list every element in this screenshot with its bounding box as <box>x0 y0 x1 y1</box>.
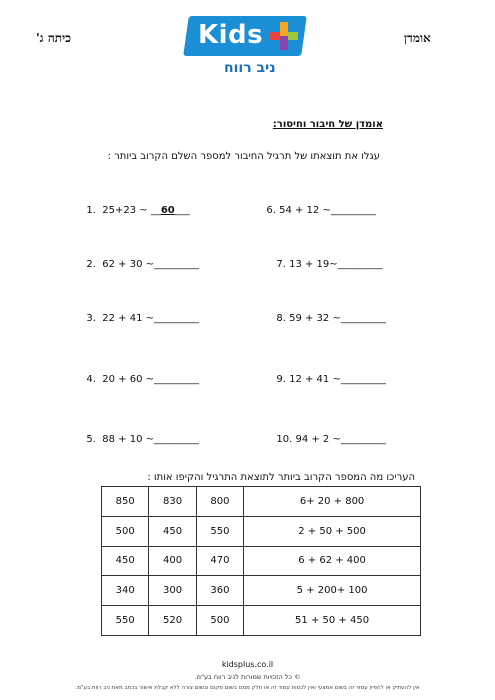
exercise-expression: 13 + 19~ <box>289 259 338 270</box>
exercise-expression: 25+23 ~ __ <box>102 205 161 216</box>
exercise-answer: 60 <box>160 205 175 216</box>
option-cell[interactable]: 450 <box>149 516 196 546</box>
exercise-6 <box>260 194 376 216</box>
exercise-expression: 22 + 41 ~ <box>102 313 155 324</box>
exercise-blank[interactable]: _________ <box>154 374 200 385</box>
exercise-number: 8. <box>276 313 286 324</box>
exercise-4 <box>80 363 199 385</box>
exercise-expression: 94 + 2 ~ <box>295 434 341 445</box>
exercise-expression: 59 + 32 ~ <box>289 313 341 324</box>
exercise-blank[interactable]: _________ <box>154 434 200 445</box>
option-cell[interactable]: 300 <box>149 576 196 606</box>
exercise-cell: 5 + 200+ 100 <box>244 576 421 606</box>
option-cell[interactable]: 850 <box>102 487 149 517</box>
exercise-number: 4. <box>86 374 96 385</box>
exercise-cell: 2 + 50 + 500 <box>244 516 421 546</box>
option-cell[interactable]: 520 <box>149 606 196 636</box>
exercise-blank[interactable]: _________ <box>330 205 376 216</box>
logo-plus-icon <box>270 22 298 50</box>
option-cell[interactable]: 450 <box>102 546 149 576</box>
estimation-table <box>101 486 421 636</box>
footer-site-link[interactable]: kidsplus.co.il <box>221 660 274 669</box>
option-cell[interactable]: 360 <box>196 576 243 606</box>
table-row <box>102 606 421 636</box>
exercise-number: 9. <box>276 374 286 385</box>
table-row <box>102 487 421 517</box>
option-cell[interactable]: 550 <box>196 516 243 546</box>
exercise-number: 2. <box>86 259 96 270</box>
exercise-5 <box>80 423 199 445</box>
exercise-number: 6. <box>266 205 276 216</box>
exercise-2 <box>80 248 199 270</box>
option-cell[interactable]: 500 <box>102 516 149 546</box>
exercise-3 <box>80 302 199 324</box>
option-cell[interactable]: 400 <box>149 546 196 576</box>
logo-brand-text: Kids <box>198 20 264 50</box>
exercise-number: 5. <box>86 434 96 445</box>
option-cell[interactable]: 500 <box>196 606 243 636</box>
exercise-number: 3. <box>86 313 96 324</box>
exercise-expression: 12 + 41 ~ <box>289 374 341 385</box>
exercise-expression: 88 + 10 ~ <box>102 434 155 445</box>
option-cell[interactable]: 340 <box>102 576 149 606</box>
footer-copyright: © כל הזכויות שמורות לניב רווח בע"מ. <box>194 673 301 681</box>
option-cell[interactable]: 800 <box>196 487 243 517</box>
exercise-8 <box>270 302 386 324</box>
exercise-number: 10. <box>276 434 293 445</box>
exercise-1 <box>80 194 190 216</box>
exercise-expression: 20 + 60 ~ <box>102 374 155 385</box>
exercise-7 <box>270 248 383 270</box>
exercise-blank: ___ <box>174 205 190 216</box>
footer-notice: אין להעתיק או להפיץ עמוד זה בשום אמצעי ואין לכסות עמוד זה או חלק ממנו בשום מקום ובשום צורה ללא קבלת אישור בכתב מאת ניב רווח בע"מ. <box>75 685 420 691</box>
exercise-blank[interactable]: _________ <box>340 313 386 324</box>
instruction-estimate: העריכו מה המספר הקרוב ביותר לתוצאת התרגיל והקיפו אותו : <box>147 472 415 483</box>
exercise-blank[interactable]: _________ <box>154 259 200 270</box>
logo-subtitle: ניב רווח <box>224 60 276 76</box>
exercise-blank[interactable]: _________ <box>340 434 386 445</box>
option-cell[interactable]: 830 <box>149 487 196 517</box>
exercise-blank[interactable]: _________ <box>340 374 386 385</box>
table-row <box>102 546 421 576</box>
table-row <box>102 516 421 546</box>
exercise-expression: 54 + 12 ~ <box>279 205 331 216</box>
exercise-10 <box>270 423 386 445</box>
exercise-9 <box>270 363 386 385</box>
exercise-cell: 6 + 62 + 400 <box>244 546 421 576</box>
option-cell[interactable]: 550 <box>102 606 149 636</box>
instruction-rounding: עגלו את תוצאתו של תרגיל החיבור למספר השלם הקרוב ביותר : <box>107 151 380 162</box>
kidsplus-logo <box>186 16 310 82</box>
exercise-blank[interactable]: _________ <box>337 259 383 270</box>
exercise-expression: 62 + 30 ~ <box>102 259 155 270</box>
option-cell[interactable]: 470 <box>196 546 243 576</box>
exercise-blank[interactable]: _________ <box>154 313 200 324</box>
header-topic-label: אומדן <box>404 31 431 45</box>
header-class-label: כיתה ג' <box>36 31 72 45</box>
table-row <box>102 576 421 606</box>
exercise-number: 1. <box>86 205 96 216</box>
exercise-cell: 51 + 50 + 450 <box>244 606 421 636</box>
exercise-number: 7. <box>276 259 286 270</box>
exercise-cell: 6+ 20 + 800 <box>244 487 421 517</box>
worksheet-title: אומדן של חיבור וחיסור: <box>272 119 383 130</box>
